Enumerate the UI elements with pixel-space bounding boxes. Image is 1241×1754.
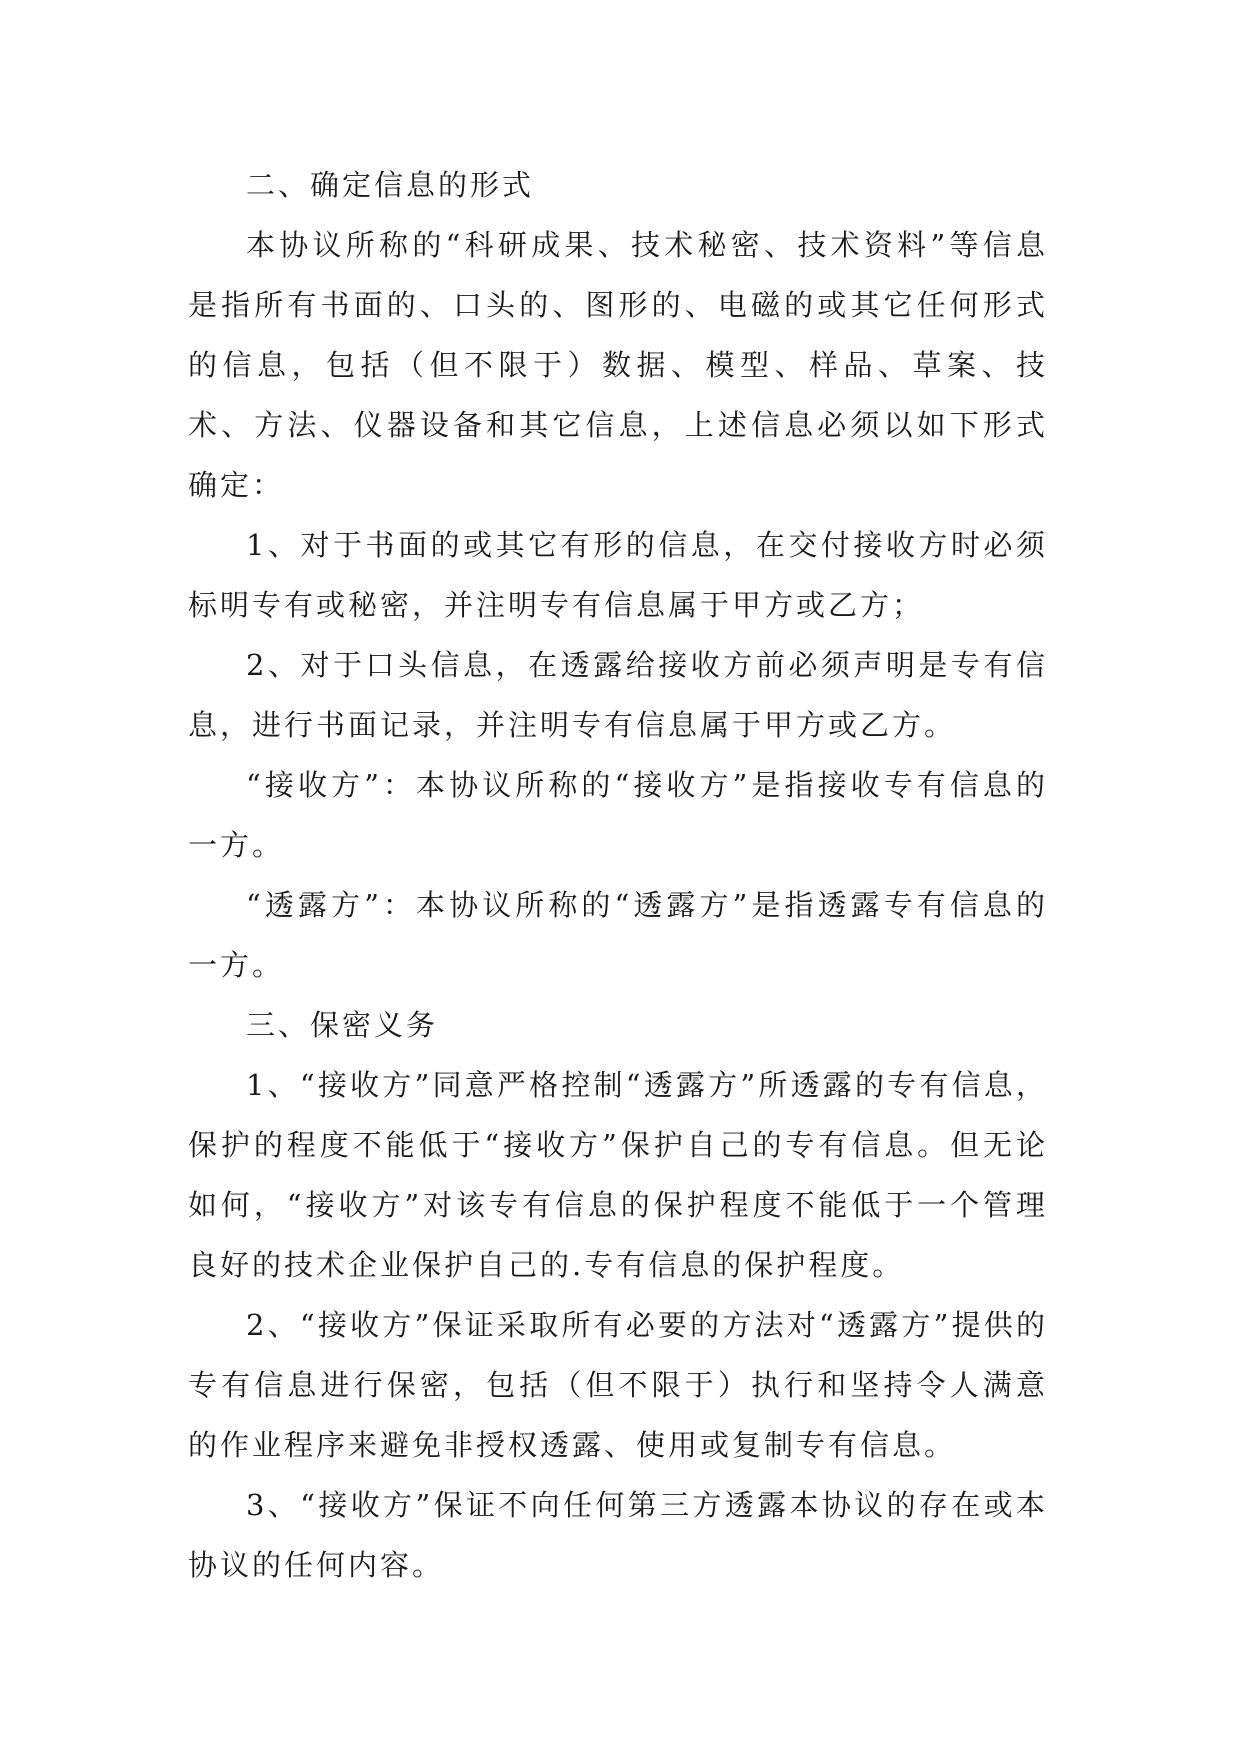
section-3-item-3: 3、“接收方”保证不向任何第三方透露本协议的存在或本协议的任何内容。 xyxy=(188,1488,1048,1582)
section-3-item-2: 2、“接收方”保证采取所有必要的方法对“透露方”提供的专有信息进行保密，包括（但不限于）执行和坚持令人满意的作业程序来避免非授权透露、使用或复制专有信息。 xyxy=(188,1308,1048,1462)
section-3-item-1: 1、“接收方”同意严格控制“透露方”所透露的专有信息，保护的程度不能低于“接收方”保护自己的专有信息。但无论如何，“接收方”对该专有信息的保护程度不能低于一个管理良好的技术企业保护自己的.专有信息的保护程度。 xyxy=(188,1068,1048,1282)
document-body xyxy=(188,155,1048,1595)
definition-discloser: “透露方”：本协议所称的“透露方”是指透露专有信息的一方。 xyxy=(188,888,1048,982)
definition-recipient: “接收方”：本协议所称的“接收方”是指接收专有信息的一方。 xyxy=(188,768,1048,862)
section-2-intro-paragraph: 本协议所称的“科研成果、技术秘密、技术资料”等信息是指所有书面的、口头的、图形的、电磁的或其它任何形式的信息，包括（但不限于）数据、模型、样品、草案、技术、方法、仪器设备和其它信息，上述信息必须以如下形式确定： xyxy=(188,228,1048,502)
section-2-heading: 二、确定信息的形式 xyxy=(246,168,535,202)
section-2-item-2: 2、对于口头信息，在透露给接收方前必须声明是专有信息，进行书面记录，并注明专有信息属于甲方或乙方。 xyxy=(188,648,1048,742)
section-3-heading: 三、保密义务 xyxy=(246,1008,439,1042)
section-2-item-1: 1、对于书面的或其它有形的信息，在交付接收方时必须标明专有或秘密，并注明专有信息属于甲方或乙方； xyxy=(188,528,1048,622)
